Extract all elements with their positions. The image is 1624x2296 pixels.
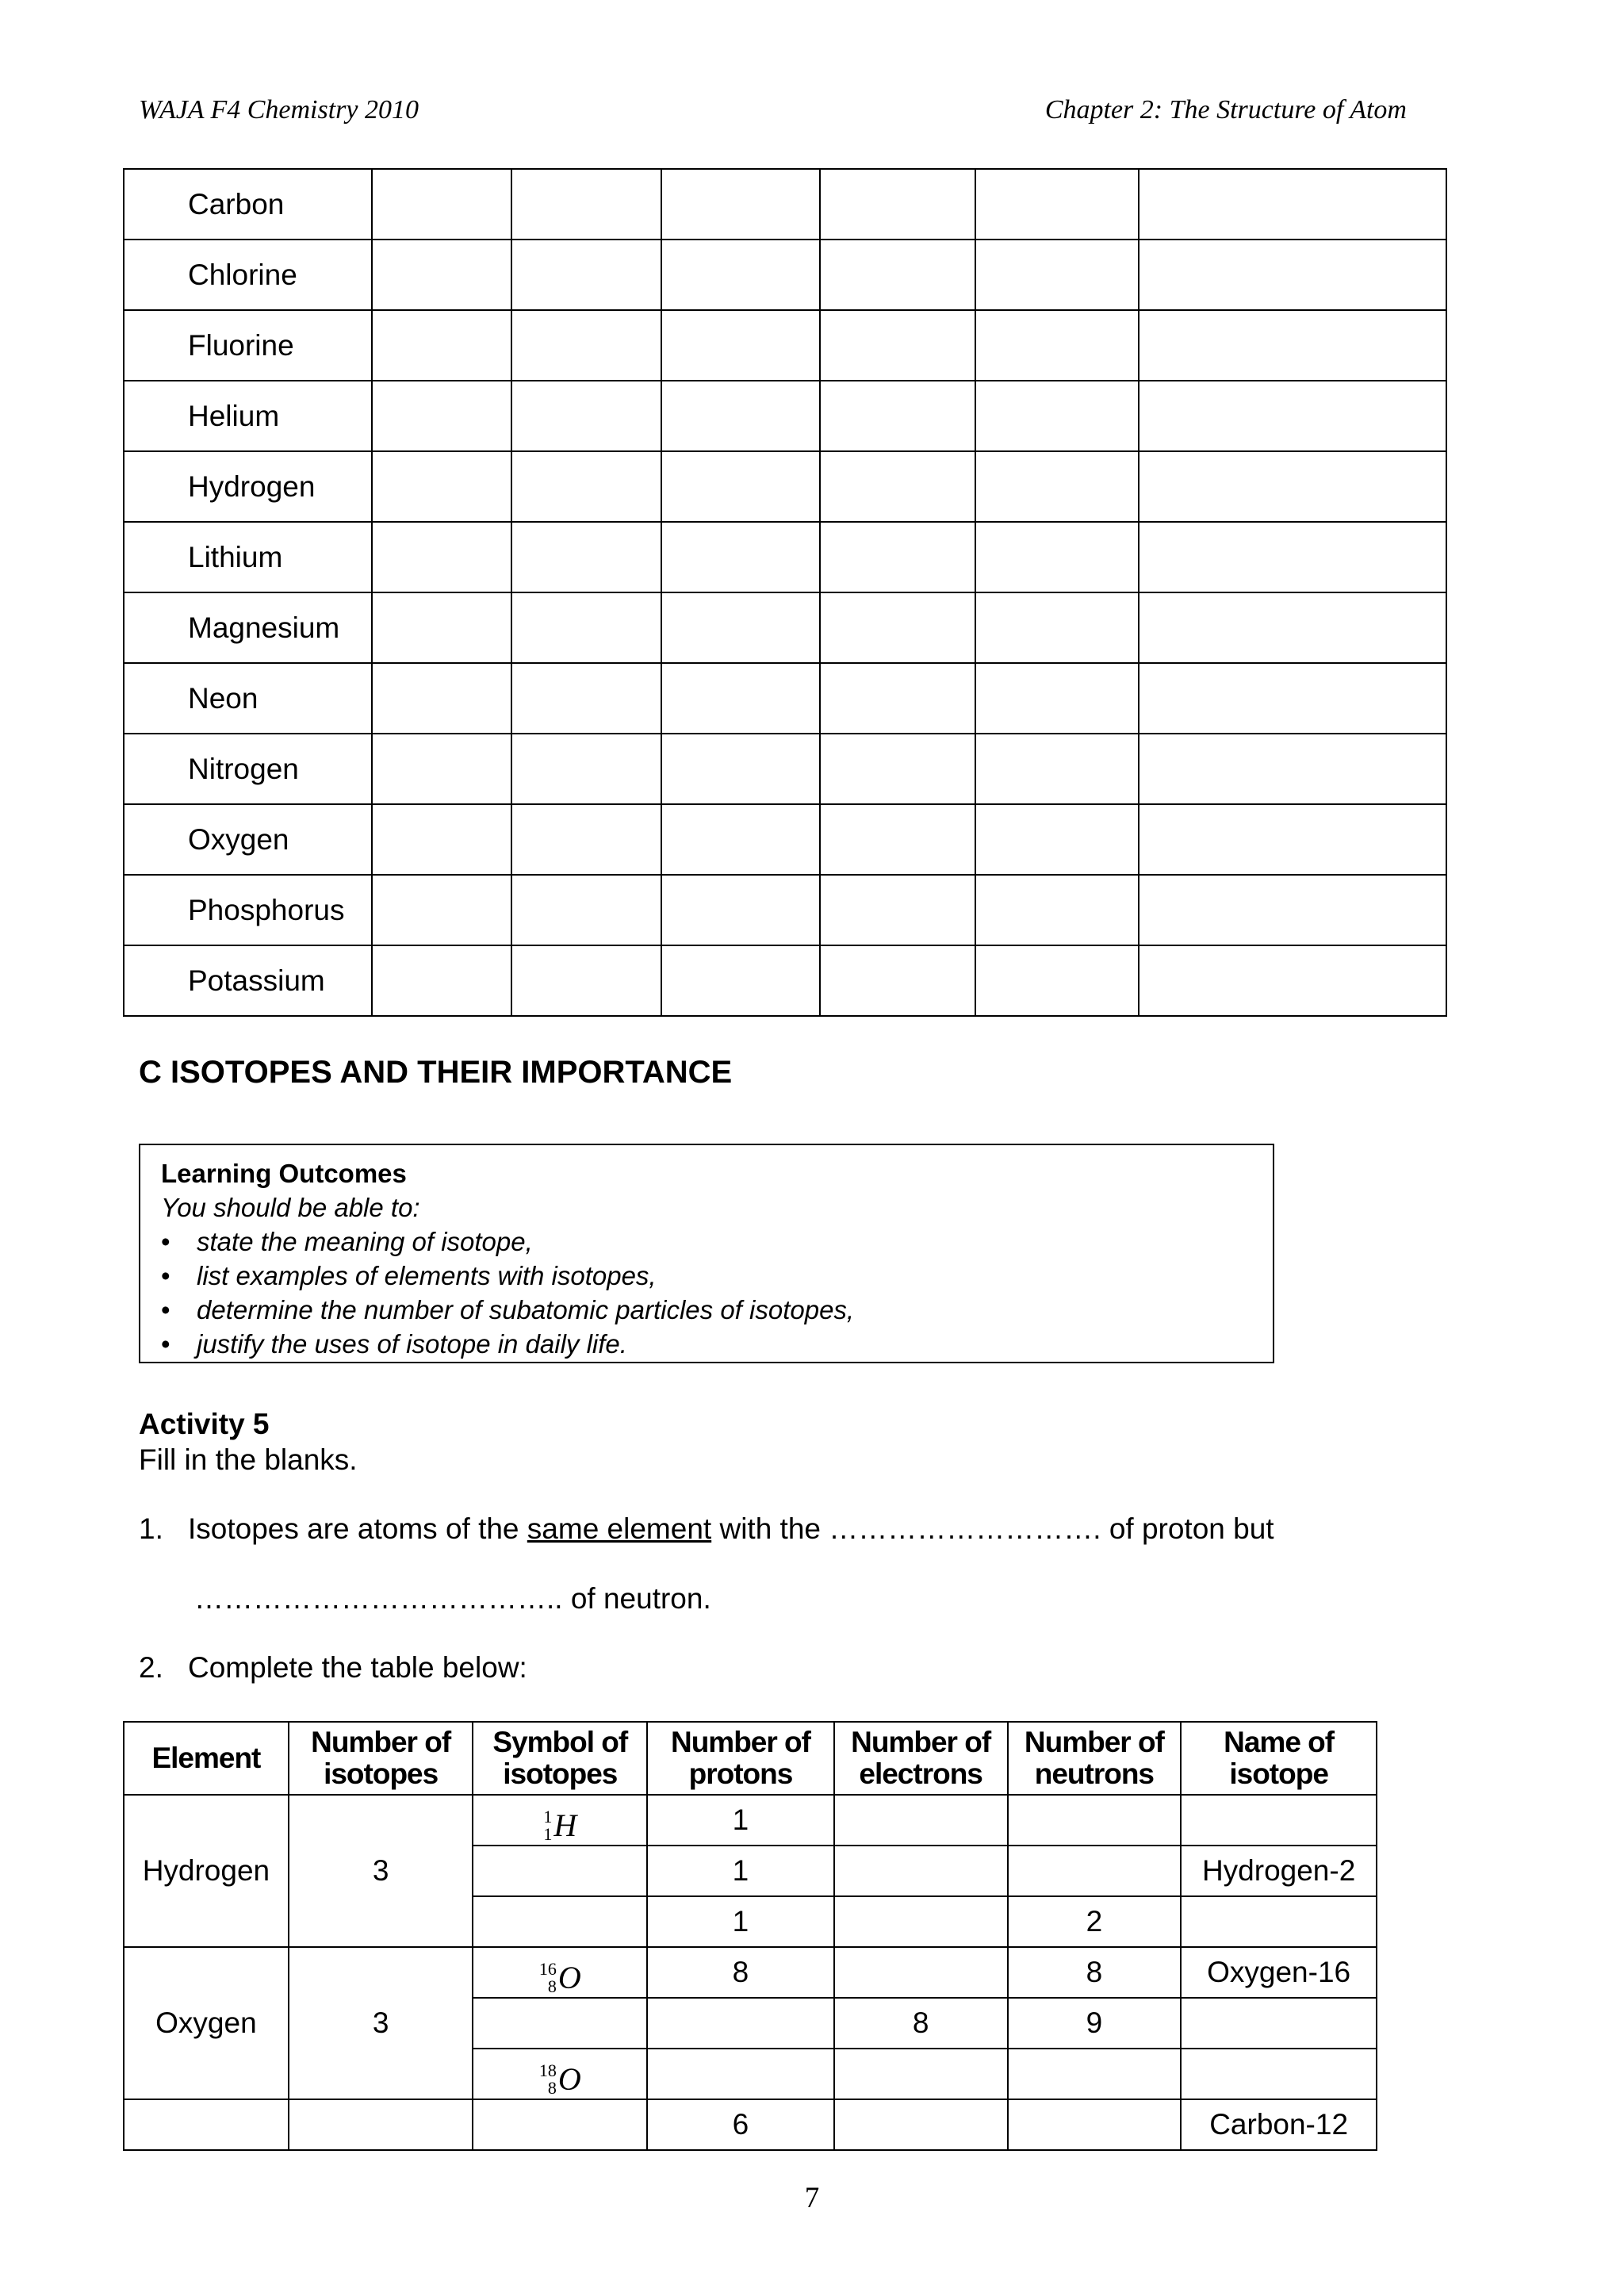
blank-answer-cell[interactable] (1139, 169, 1446, 240)
activity-title: Activity 5 (139, 1408, 270, 1440)
blank-answer-cell[interactable] (372, 381, 511, 451)
isotope-name-cell: Oxygen-16 (1181, 1947, 1377, 1998)
isotope-symbol-cell[interactable] (473, 1896, 647, 1947)
blank-answer-cell[interactable] (372, 734, 511, 804)
isotope-symbol-cell (473, 2049, 647, 2099)
symbol-cell[interactable] (473, 2099, 647, 2150)
isotope-name-cell[interactable] (1181, 1795, 1377, 1846)
learning-outcome-item: • determine the number of subatomic particles of isotopes, (161, 1293, 1252, 1327)
table-row (124, 592, 1446, 663)
atomic-number: 8 (547, 2077, 557, 2098)
neutrons-cell: 2 (1008, 1896, 1182, 1947)
element-letter: H (553, 1807, 577, 1844)
blank-answer-cell[interactable] (511, 592, 662, 663)
blank-answer-cell[interactable] (372, 663, 511, 734)
blank-answer-cell[interactable] (1139, 240, 1446, 310)
element-name-cell: Hydrogen (124, 451, 372, 522)
protons-cell: 1 (647, 1896, 834, 1947)
blank-answer-cell[interactable] (661, 804, 820, 875)
neutrons-cell[interactable] (1008, 2099, 1182, 2150)
blank-answer-cell[interactable] (661, 522, 820, 592)
neutrons-cell: 8 (1008, 1947, 1182, 1998)
isotope-name-cell[interactable] (1181, 2049, 1377, 2099)
blank-answer-cell[interactable] (1139, 804, 1446, 875)
blank-answer-cell[interactable] (511, 804, 662, 875)
blank-answer-cell[interactable] (820, 381, 975, 451)
question-1-text-b: with the ………………………. of proton but (711, 1512, 1274, 1545)
question-2 (139, 1651, 527, 1685)
blank-answer-cell[interactable] (511, 522, 662, 592)
isotope-count-cell: 3 (289, 1947, 473, 2099)
element-cell: Hydrogen (124, 1795, 289, 1947)
atomic-number: 8 (547, 1976, 557, 1996)
blank-answer-cell[interactable] (511, 381, 662, 451)
blank-answer-cell[interactable] (975, 522, 1139, 592)
blank-answer-cell[interactable] (1139, 734, 1446, 804)
neutrons-cell[interactable] (1008, 1846, 1182, 1896)
question-1-text-a: Isotopes are atoms of the (188, 1512, 527, 1545)
protons-cell[interactable] (647, 1998, 834, 2049)
protons-cell: 8 (647, 1947, 834, 1998)
question-1-line-2: ……………………………….. of neutron. (194, 1582, 711, 1615)
learning-outcome-item: • list examples of elements with isotopes, (161, 1259, 1252, 1293)
blank-answer-cell[interactable] (372, 592, 511, 663)
blank-answer-cell[interactable] (820, 240, 975, 310)
blank-answer-cell[interactable] (820, 451, 975, 522)
blank-answer-cell[interactable] (661, 381, 820, 451)
blank-answer-cell[interactable] (661, 240, 820, 310)
mass-number: 18 (538, 2060, 557, 2080)
atomic-number: 1 (543, 1823, 553, 1844)
page-number: 7 (804, 2182, 820, 2214)
isotope-name-cell: Hydrogen-2 (1181, 1846, 1377, 1896)
isotope-name-cell[interactable] (1181, 1998, 1377, 2049)
learning-outcome-item: • justify the uses of isotope in daily life. (161, 1327, 1252, 1361)
neutrons-cell[interactable] (1008, 2049, 1182, 2099)
table-row (124, 875, 1446, 945)
blank-answer-cell[interactable] (975, 592, 1139, 663)
table-row (124, 169, 1446, 240)
element-name-cell: Fluorine (124, 310, 372, 381)
mass-number: 16 (538, 1958, 557, 1979)
table-header-row (124, 1722, 1377, 1795)
mass-number: 1 (543, 1806, 553, 1826)
question-number: 1. (139, 1512, 163, 1545)
electrons-cell[interactable] (834, 1846, 1008, 1896)
table-row (124, 240, 1446, 310)
learning-outcomes-box (139, 1144, 1274, 1363)
isotope-symbol-cell[interactable] (473, 1846, 647, 1896)
table-row (124, 734, 1446, 804)
element-cell: Oxygen (124, 1947, 289, 2099)
learning-outcome-item: • state the meaning of isotope, (161, 1225, 1252, 1259)
protons-cell[interactable] (647, 2049, 834, 2099)
header-left: WAJA F4 Chemistry 2010 (139, 95, 419, 125)
column-header: Symbol of isotopes (473, 1722, 647, 1795)
blank-answer-cell[interactable] (975, 240, 1139, 310)
blank-answer-cell[interactable] (661, 592, 820, 663)
electrons-cell[interactable] (834, 2099, 1008, 2150)
blank-answer-cell[interactable] (372, 310, 511, 381)
blank-answer-cell[interactable] (1139, 592, 1446, 663)
blank-answer-cell[interactable] (975, 381, 1139, 451)
blank-answer-cell[interactable] (372, 169, 511, 240)
isotope-count-cell: 3 (289, 1795, 473, 1947)
table-row (124, 2099, 1377, 2150)
blank-answer-cell[interactable] (661, 451, 820, 522)
electrons-cell[interactable] (834, 1795, 1008, 1846)
table-row (124, 1947, 1377, 1998)
blank-answer-cell[interactable] (820, 522, 975, 592)
element-name-cell: Nitrogen (124, 734, 372, 804)
blank-answer-cell[interactable] (511, 240, 662, 310)
blank-answer-cell[interactable] (372, 875, 511, 945)
blank-answer-cell[interactable] (661, 945, 820, 1016)
blank-answer-cell[interactable] (820, 663, 975, 734)
isotope-symbol-cell[interactable] (473, 1998, 647, 2049)
isotope-scripts (539, 2062, 557, 2097)
learning-outcomes-title: Learning Outcomes (161, 1159, 407, 1188)
element-name-cell: Phosphorus (124, 875, 372, 945)
element-name-cell: Carbon (124, 169, 372, 240)
column-header: Number of isotopes (289, 1722, 473, 1795)
section-title: C ISOTOPES AND THEIR IMPORTANCE (139, 1055, 733, 1090)
element-letter: O (557, 2061, 581, 2098)
neutrons-cell: 9 (1008, 1998, 1182, 2049)
element-letter: O (557, 1960, 581, 1996)
protons-cell: 1 (647, 1795, 834, 1846)
blank-answer-cell[interactable] (511, 945, 662, 1016)
header-right: Chapter 2: The Structure of Atom (1044, 95, 1407, 125)
protons-cell: 1 (647, 1846, 834, 1896)
blank-answer-cell[interactable] (820, 310, 975, 381)
element-name-cell: Neon (124, 663, 372, 734)
question-1 (139, 1512, 1274, 1546)
column-header: Number of neutrons (1008, 1722, 1182, 1795)
table-row (124, 945, 1446, 1016)
activity-instruction: Fill in the blanks. (139, 1443, 358, 1476)
isotopes-cell[interactable] (289, 2099, 473, 2150)
learning-outcomes-subtitle: You should be able to: (161, 1193, 420, 1222)
element-name-cell: Potassium (124, 945, 372, 1016)
table-row (124, 310, 1446, 381)
electrons-cell[interactable] (834, 1896, 1008, 1947)
element-cell[interactable] (124, 2099, 289, 2150)
table-row (124, 804, 1446, 875)
table-row (124, 663, 1446, 734)
blank-answer-cell[interactable] (975, 169, 1139, 240)
element-name-cell: Oxygen (124, 804, 372, 875)
isotope-symbol-cell (473, 1947, 647, 1998)
electrons-cell[interactable] (834, 2049, 1008, 2099)
blank-answer-cell[interactable] (661, 663, 820, 734)
table-row (124, 1795, 1377, 1846)
question-2-text: Complete the table below: (188, 1651, 527, 1684)
blank-answer-cell[interactable] (372, 945, 511, 1016)
question-1-underlined: same element (527, 1512, 712, 1545)
protons-cell: 6 (647, 2099, 834, 2150)
blank-answer-cell[interactable] (661, 875, 820, 945)
table-row (124, 451, 1446, 522)
blank-answer-cell[interactable] (820, 804, 975, 875)
blank-answer-cell[interactable] (820, 945, 975, 1016)
column-header: Number of electrons (834, 1722, 1008, 1795)
blank-answer-cell[interactable] (975, 875, 1139, 945)
blank-answer-cell[interactable] (1139, 381, 1446, 451)
learning-outcomes-list (161, 1225, 1252, 1361)
column-header: Number of protons (647, 1722, 834, 1795)
neutrons-cell[interactable] (1008, 1795, 1182, 1846)
blank-answer-cell[interactable] (372, 451, 511, 522)
blank-answer-cell[interactable] (975, 310, 1139, 381)
blank-answer-cell[interactable] (511, 734, 662, 804)
blank-answer-cell[interactable] (372, 522, 511, 592)
column-header: Name of isotope (1181, 1722, 1377, 1795)
isotope-symbol (539, 1959, 581, 1996)
blank-answer-cell[interactable] (1139, 663, 1446, 734)
electrons-cell[interactable] (834, 1947, 1008, 1998)
blank-answer-cell[interactable] (975, 451, 1139, 522)
blank-answer-cell[interactable] (511, 875, 662, 945)
blank-answer-cell[interactable] (1139, 875, 1446, 945)
isotope-symbol-cell (473, 1795, 647, 1846)
blank-answer-cell[interactable] (661, 734, 820, 804)
name-cell: Carbon-12 (1181, 2099, 1377, 2150)
element-name-cell: Chlorine (124, 240, 372, 310)
isotope-name-cell[interactable] (1181, 1896, 1377, 1947)
table-row (124, 381, 1446, 451)
element-table (123, 168, 1447, 1017)
isotope-symbol (543, 1807, 576, 1844)
blank-answer-cell[interactable] (820, 734, 975, 804)
element-name-cell: Lithium (124, 522, 372, 592)
blank-answer-cell[interactable] (511, 451, 662, 522)
blank-answer-cell[interactable] (975, 804, 1139, 875)
blank-answer-cell[interactable] (820, 592, 975, 663)
blank-answer-cell[interactable] (1139, 310, 1446, 381)
electrons-cell: 8 (834, 1998, 1008, 2049)
blank-answer-cell[interactable] (975, 734, 1139, 804)
blank-answer-cell[interactable] (511, 169, 662, 240)
isotope-scripts (538, 1958, 557, 1996)
blank-answer-cell[interactable] (372, 804, 511, 875)
isotope-scripts (543, 1808, 552, 1843)
column-header: Element (124, 1722, 289, 1795)
blank-answer-cell[interactable] (1139, 522, 1446, 592)
blank-answer-cell[interactable] (1139, 945, 1446, 1016)
blank-answer-cell[interactable] (975, 663, 1139, 734)
blank-answer-cell[interactable] (820, 875, 975, 945)
blank-answer-cell[interactable] (661, 169, 820, 240)
element-name-cell: Helium (124, 381, 372, 451)
blank-answer-cell[interactable] (820, 169, 975, 240)
isotope-table (123, 1721, 1377, 2151)
blank-answer-cell[interactable] (975, 945, 1139, 1016)
question-number: 2. (139, 1651, 163, 1684)
element-name-cell: Magnesium (124, 592, 372, 663)
blank-answer-cell[interactable] (1139, 451, 1446, 522)
isotope-symbol (539, 2060, 581, 2098)
blank-answer-cell[interactable] (372, 240, 511, 310)
blank-answer-cell[interactable] (661, 310, 820, 381)
table-row (124, 522, 1446, 592)
blank-answer-cell[interactable] (511, 310, 662, 381)
blank-answer-cell[interactable] (511, 663, 662, 734)
